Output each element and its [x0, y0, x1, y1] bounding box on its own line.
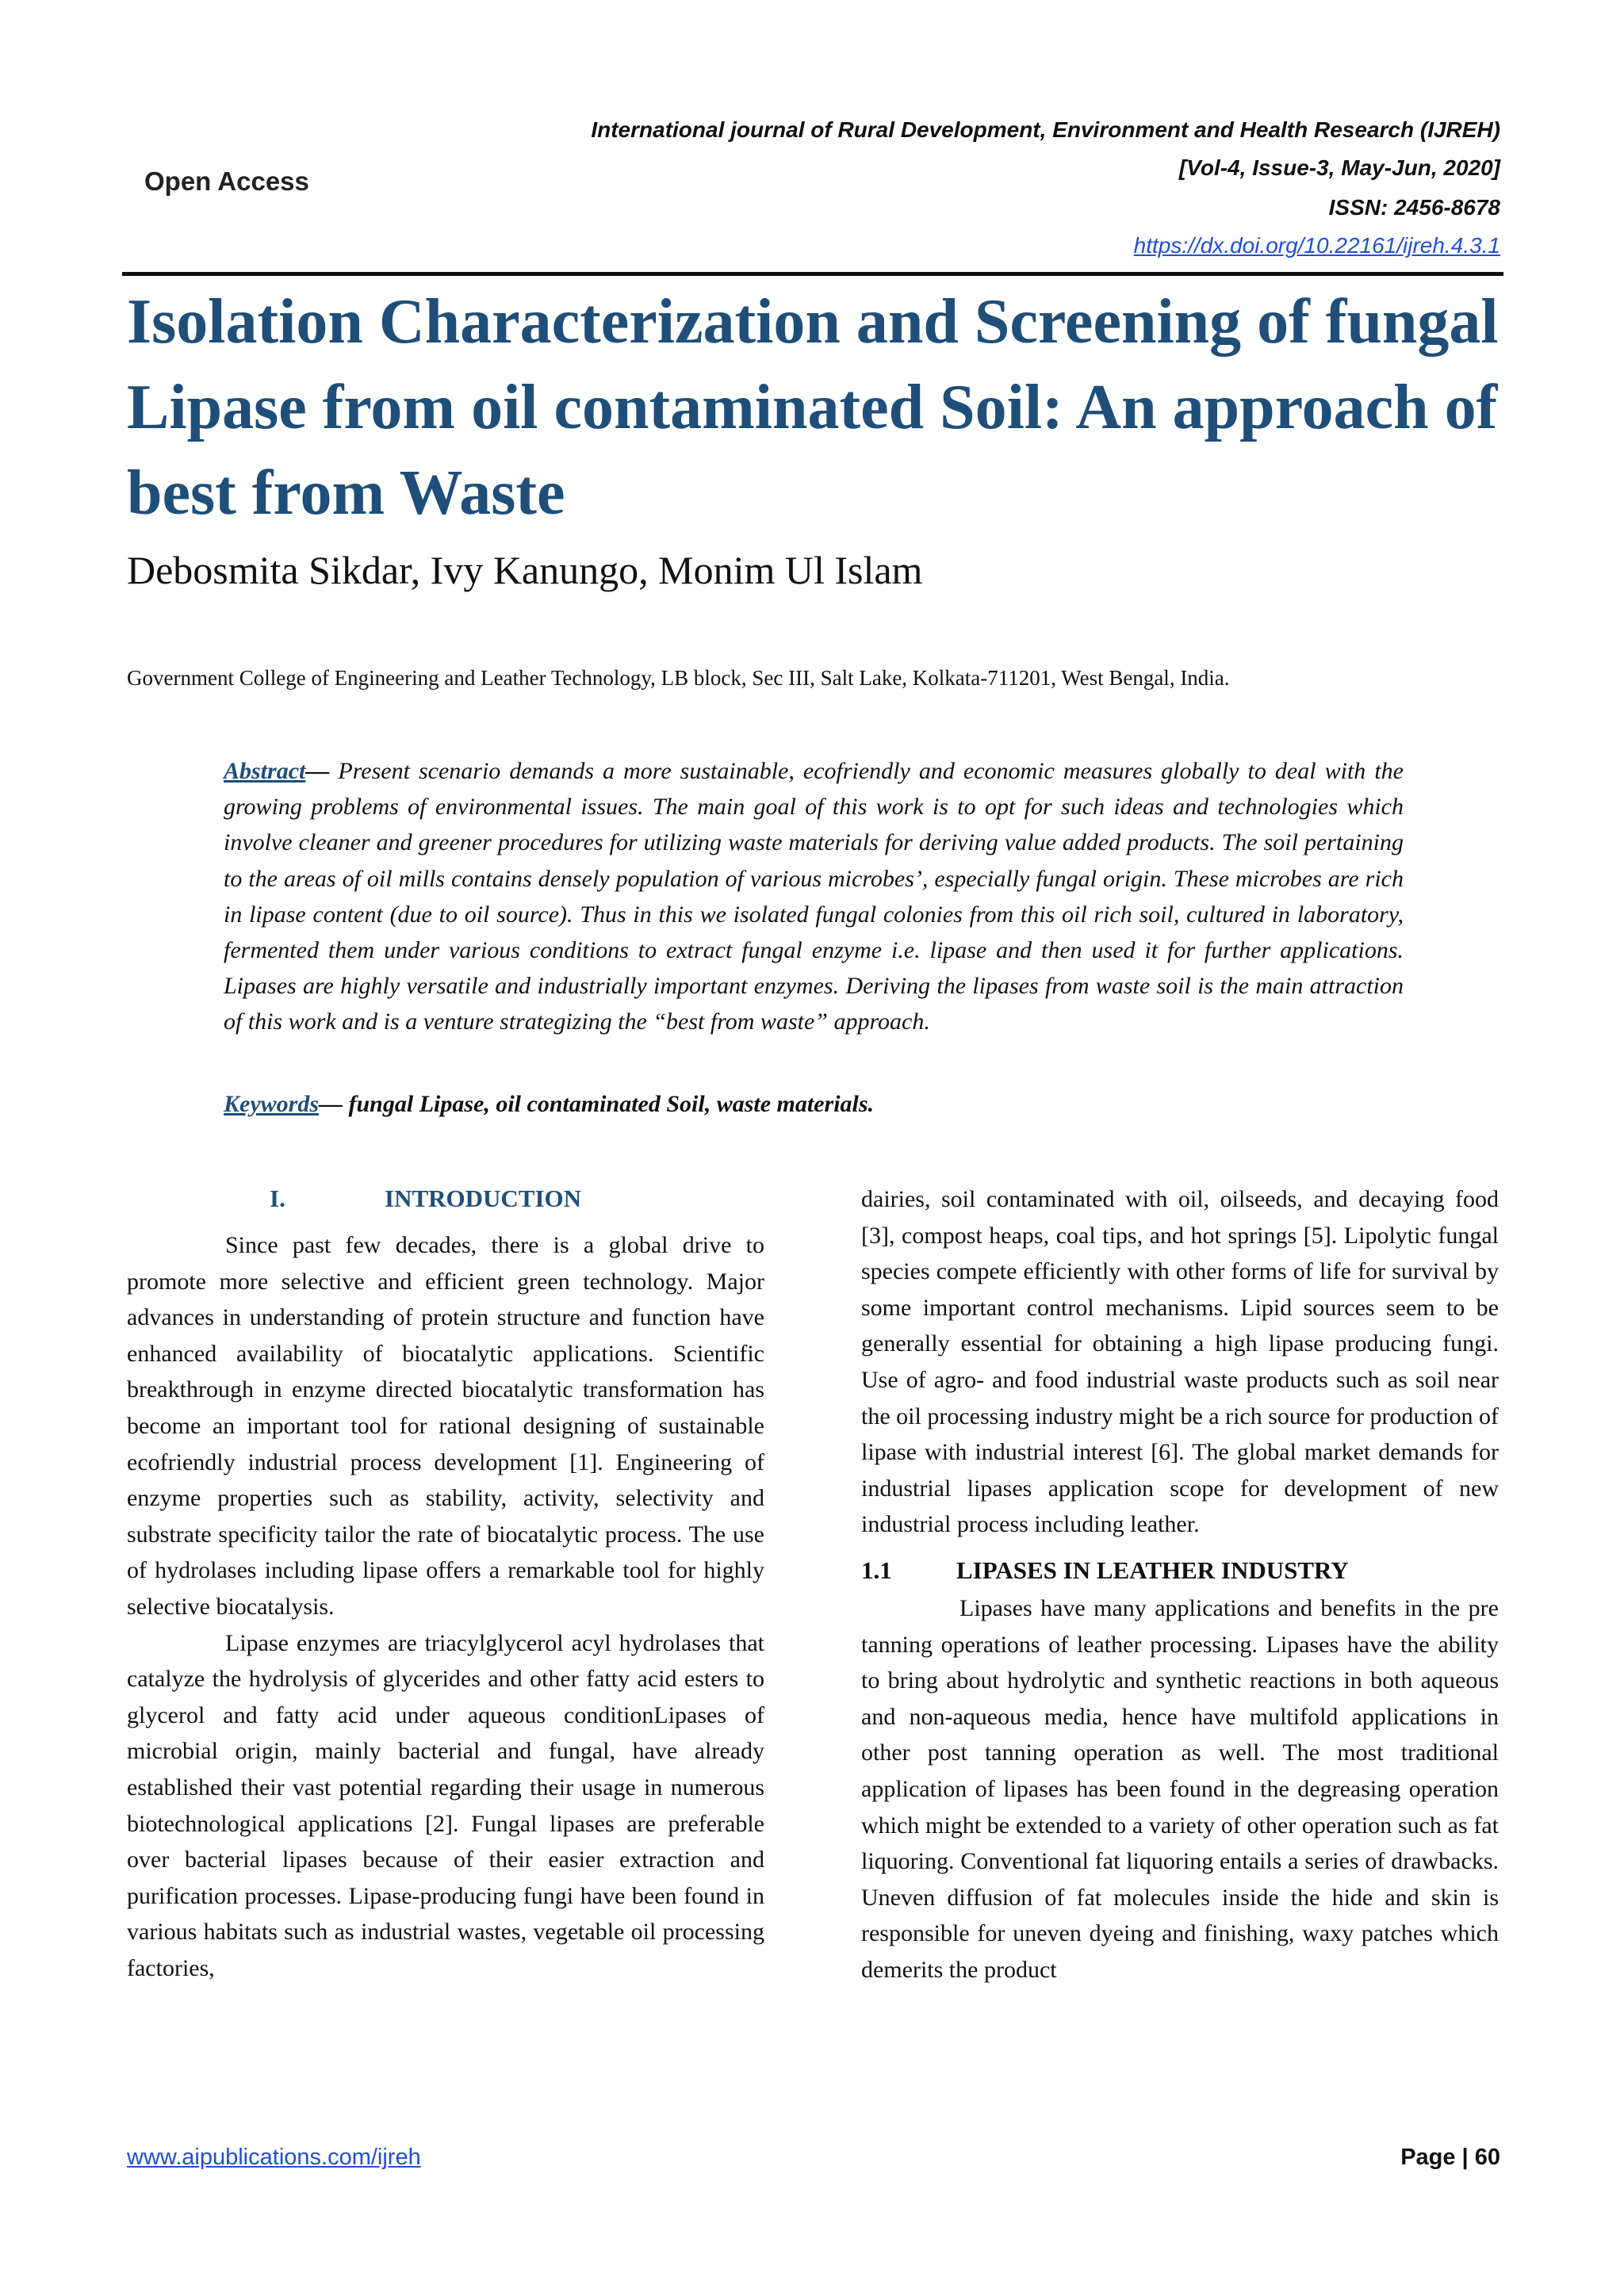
author-list: Debosmita Sikdar, Ivy Kanungo, Monim Ul Islam [127, 548, 923, 592]
section-title: INTRODUCTION [385, 1184, 582, 1212]
abstract-dash: — [305, 758, 339, 784]
intro-paragraph-continued: dairies, soil contaminated with oil, oilseeds, and decaying food [3], compost heaps, coal tips, and hot springs [5]. Lipolytic fungal species compete efficiently with other forms of life for survival by some important control mechanisms. Lipid sources seem to be generally essential for obtaining a high lipase producing fungi. Use of agro- and food industrial waste products such as soil near the oil processing industry might be a rich source for production of lipase with industrial interest [6]. The global market demands for industrial lipases application scope for development of new industrial process including leather. [861, 1186, 1499, 1538]
header-divider [122, 272, 1503, 276]
right-column [861, 1181, 1499, 1988]
doi-link[interactable]: https://dx.doi.org/10.22161/ijreh.4.3.1 [1133, 233, 1500, 258]
footer-url-link[interactable]: www.aipublications.com/ijreh [127, 2145, 421, 2170]
keywords-label: Keywords [224, 1091, 319, 1117]
journal-volume: [Vol-4, Issue-3, May-Jun, 2020] [1178, 155, 1500, 180]
section-heading-introduction [127, 1184, 764, 1221]
page-number: Page | 60 [1400, 2145, 1500, 2170]
open-access-label: Open Access [144, 166, 309, 196]
abstract-label: Abstract [224, 758, 306, 784]
journal-name: International journal of Rural Development, Environment and Health Research (IJREH) [591, 117, 1500, 142]
left-column [127, 1227, 764, 1986]
affiliation: Government College of Engineering and Leather Technology, LB block, Sec III, Salt Lake, Kolkata-711201, West Bengal, India. [127, 666, 1230, 690]
intro-paragraph-2: Lipase enzymes are triacylglycerol acyl hydrolases that catalyze the hydrolysis of glycerides and other fatty acid esters to glycerol and fatty acid under aqueous conditionLipases of microbial origin, mainly bacterial and fungal, have already established their vast potential regarding their usage in numerous biotechnological applications [2]. Fungal lipases are preferable over bacterial lipases because of their easier extraction and purification processes. Lipase-producing fungi have been found in various habitats such as industrial wastes, vegetable oil processing factories, [127, 1629, 764, 1981]
keywords-text: — fungal Lipase, oil contaminated Soil, waste materials. [319, 1091, 875, 1117]
subsection-number: 1.1 [861, 1556, 892, 1584]
intro-paragraph-1: Since past few decades, there is a global drive to promote more selective and efficient green technology. Major advances in understanding of protein structure and function have enhanced availability of biocatalytic applications. Scientific breakthrough in enzyme directed biocatalytic transformation has become an important tool for rational designing of sustainable ecofriendly industrial process development [1]. Engineering of enzyme properties such as stability, activity, selectivity and substrate specificity tailor the rate of biocatalytic process. The use of hydrolases including lipase offers a remarkable tool for highly selective biocatalysis. [127, 1232, 764, 1620]
section-number: I. [270, 1184, 285, 1212]
abstract-text: Present scenario demands a more sustainable, ecofriendly and economic measures globally to deal with the growing problems of environmental issues. The main goal of this work is to opt for such ideas and technologies which involve cleaner and greener procedures for utilizing waste materials for deriving value added products. The soil pertaining to the areas of oil mills contains densely population of various microbes’, especially fungal origin. These microbes are rich in lipase content (due to oil source). Thus in this we isolated fungal colonies from this oil rich soil, cultured in laboratory, fermented them under various conditions to extract fungal enzyme i.e. lipase and then used it for further applications. Lipases are highly versatile and industrially important enzymes. Deriving the lipases from waste soil is the main attraction of this work and is a venture strategizing the “best from waste” approach. [224, 758, 1404, 1035]
abstract [224, 753, 1404, 1040]
journal-issn: ISSN: 2456-8678 [1328, 195, 1500, 220]
subsection-paragraph: Lipases have many applications and benefits in the pre tanning operations of leather processing. Lipases have the ability to bring about hydrolytic and synthetic reactions in both aqueous and non-aqueous media, hence have multifold applications in other post tanning operation as well. The most traditional application of lipases has been found in the degreasing operation which might be extended to a variety of other operation such as fat liquoring. Conventional fat liquoring entails a series of drawbacks. Uneven diffusion of fat molecules inside the hide and skin is responsible for uneven dyeing and finishing, waxy patches which demerits the product [861, 1594, 1499, 1983]
subsection-title: LIPASES IN LEATHER INDUSTRY [956, 1556, 1349, 1584]
subsection-heading-lipases [861, 1552, 1499, 1589]
paper-title: Isolation Characterization and Screening of fungal Lipase from oil contaminated Soil: An approach of best from Waste [127, 287, 1499, 528]
keywords [224, 1091, 874, 1118]
